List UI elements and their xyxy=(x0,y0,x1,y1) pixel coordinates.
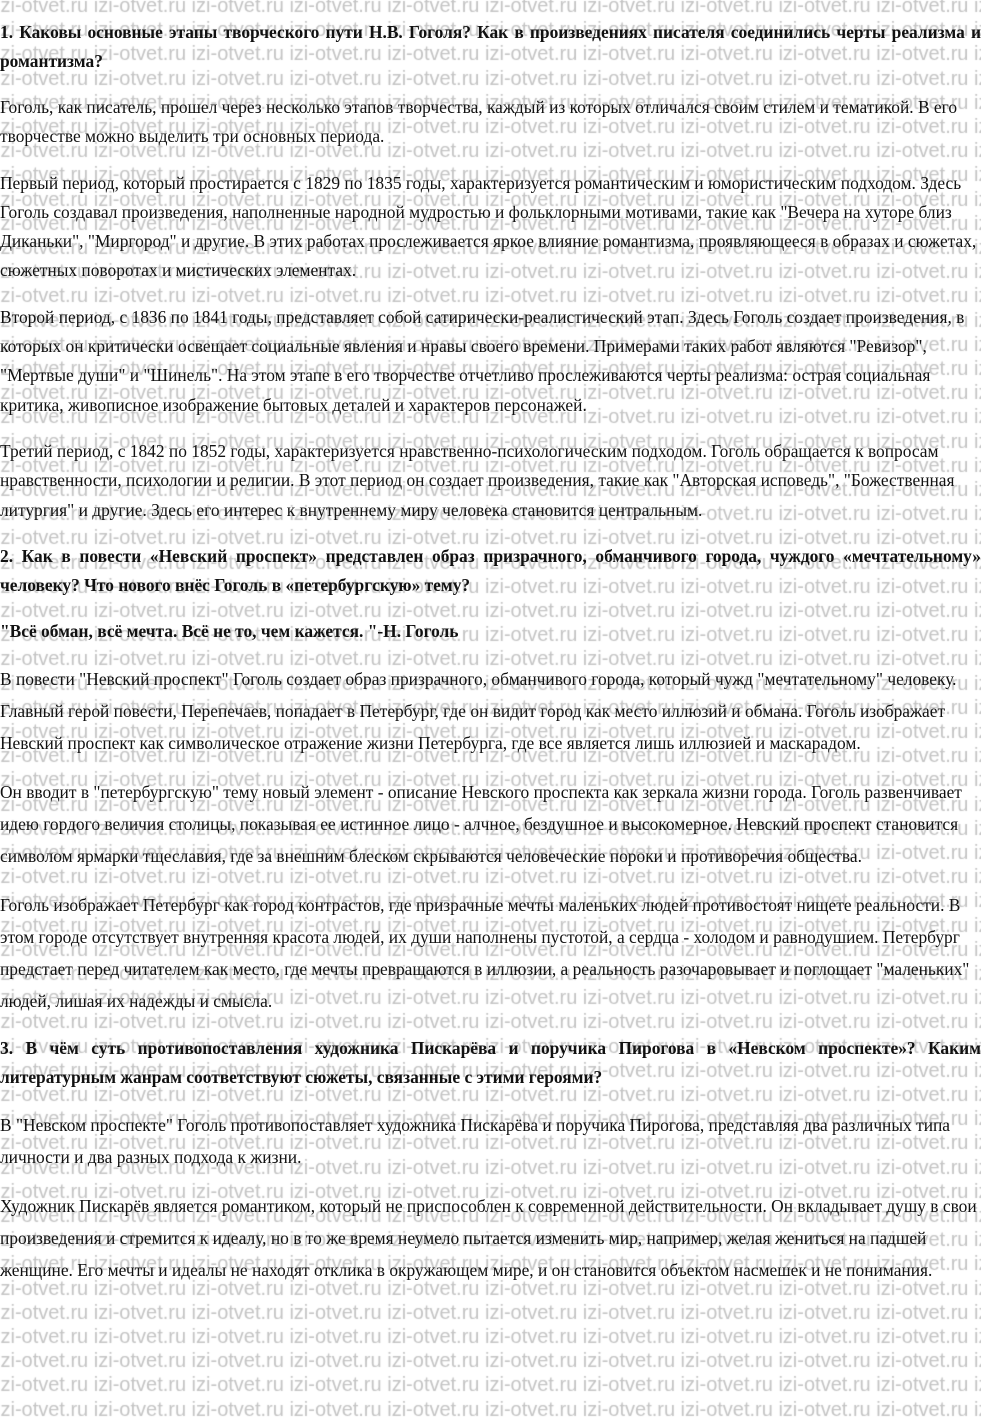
heading-question-1: 1. Каковы основные этапы творческого пути Н.В. Гоголя? Как в произведениях писателя соединились черты реализма и романтизма? xyxy=(0,22,981,71)
heading-question-3: 3. В чём суть противопоставления художника Пискарёва и поручика Пирогова в «Невском проспекте»? Каким литературным жанрам соответствуют сюжеты, связанные с этими героями? xyxy=(0,1037,981,1087)
paragraph: В "Невском проспекте" Гоголь противопоставляет художника Пискарёва и поручика Пирогова, представляя два различных типа личности и два разных подхода к жизни. xyxy=(0,1114,951,1167)
paragraph: В повести "Невский проспект" Гоголь создает образ призрачного, обманчивого города, который чужд "мечтательному" человеку. Главный герой повести, Перепечаев, попадает в Петербург, где он видит город как место иллюзий и обмана. Гоголь изображает Невский проспект как символическое отражение жизни Петербурга, где все является лишь иллюзией и маскарадом. xyxy=(0,668,957,753)
paragraph: Художник Пискарёв является романтиком, который не приспособлен к современной действительности. Он вкладывает душу в свои произведения и стремится к идеалу, но в то же время неумело пытается изменить мир, например, желая жениться на падшей женщине. Его мечты и идеалы не находят отклика в окружающем мире, и он становится объектом насмешек и не понимания. xyxy=(0,1195,977,1280)
paragraph: Третий период, с 1842 по 1852 годы, характеризуется нравственно-психологическим подходом. Гоголь обращается к вопросам нравственности, психологии и религии. В этот период он создает произведения, такие как "Авторская исповедь", "Божественная литургия" и другие. Здесь его интерес к внутреннему миру человека становится центральным. xyxy=(0,440,955,520)
paragraph: Он вводит в "петербургскую" тему новый элемент - описание Невского проспекта как зеркала жизни города. Гоголь развенчивает идею гордого величия столицы, показывая ее истинное лицо - алчное, бездушное и высокомерное. Невский проспект становится символом ярмарки тщеславия, где за внешним блеском скрываются человеческие пороки и противоречия общества. xyxy=(0,781,962,866)
paragraph: Второй период, с 1836 по 1841 годы, представляет собой сатирически-реалистический этап. Здесь Гоголь создает произведения, в которых он критически освещает социальные явления и нравы своего времени. Примерами таких работ являются "Ревизор", "Мертвые души" и "Шинель". На этом этапе в его творчестве отчетливо прослеживаются черты реализма: острая социальная критика, живописное изображение бытовых деталей и характеров персонажей. xyxy=(0,306,965,415)
quote: "Всё обман, всё мечта. Всё не то, чем кажется. "-Н. Гоголь xyxy=(0,620,459,641)
paragraph: Первый период, который простирается с 1829 по 1835 годы, характеризуется романтическим и юмористическим подходом. Здесь Гоголь создавал произведения, наполненные народной мудростью и фольклорными мотивами, такие как "Вечера на хуторе близ Диканьки", "Миргород" и другие. В этих работах прослеживается яркое влияние романтизма, проявляющееся в образах и сюжетах, сюжетных поворотах и мистических элементах. xyxy=(0,172,977,281)
heading-question-2: 2. Как в повести «Невский проспект» представлен образ призрачного, обманчивого города, чуждого «мечтательному» человеку? Что нового внёс Гоголь в «петербургскую» тему? xyxy=(0,545,981,595)
paragraph: Гоголь, как писатель, прошел через несколько этапов творчества, каждый из которых отличался своим стилем и тематикой. В его творчестве можно выделить три основных периода. xyxy=(0,97,958,147)
paragraph: Гоголь изображает Петербург как город контрастов, где призрачные мечты маленьких людей противостоят нищете реальности. В этом городе отсутствует внутренняя красота людей, их души наполнены пустотой, а сердца - холодом и равнодушием. Петербург предстает перед читателем как место, где мечты превращаются в иллюзии, а реальность разочаровывает и поглощает "маленьких" людей, лишая их надежды и смысла. xyxy=(0,894,970,1011)
